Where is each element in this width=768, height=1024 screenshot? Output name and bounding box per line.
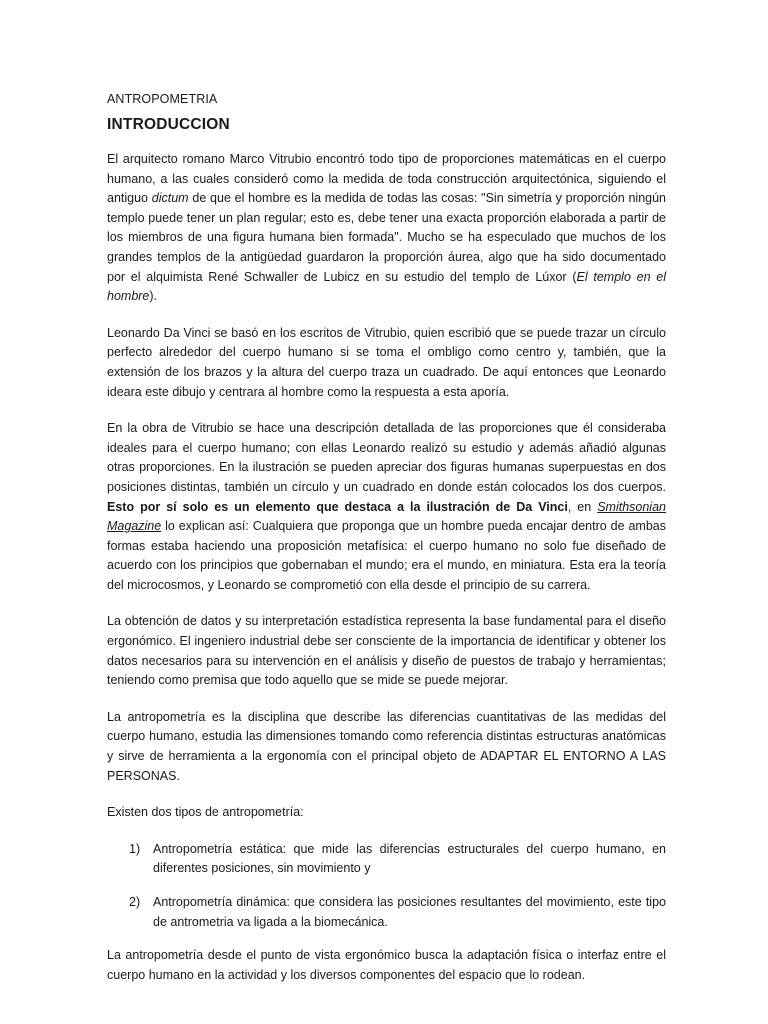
list-item-number: 1) <box>129 841 141 856</box>
paragraph-tipos-intro: Existen dos tipos de antropometría: <box>107 805 304 820</box>
paragraph-vitrubio <box>107 150 666 307</box>
paragraph-text: El arquitecto romano Marco Vitrubio encontró todo tipo de proporciones matemáticas en el cuerpo humano, a las cuales consideró como la medida de toda construcción arquitectónica, siguiendo el antiguo <box>107 152 666 206</box>
types-list <box>107 840 666 932</box>
paragraph-text: , en <box>567 499 598 514</box>
paragraph-text: lo explican así: Cualquiera que proponga que un hombre pueda encajar dentro de ambas formas estaba haciendo una proposición metafísica: el cuerpo humano no solo fue diseñado de acuerdo con los principios que gobernaban el mundo; era el mundo, en miniatura. Esta era la teoría del microcosmos, y Leonardo se comprometió con ella desde el principio de su carrera. <box>107 519 666 592</box>
paragraph-proporciones <box>107 419 666 595</box>
bold-text: Esto por sí solo es un elemento que destaca a la ilustración de Da Vinci <box>107 499 568 514</box>
paragraph-text: En la obra de Vitrubio se hace una descripción detallada de las proporciones que él consideraba ideales para el cuerpo humano; con ellas Leonardo realizó su estudio y además añadió algunas otras proporciones. En la ilustración se pueden apreciar dos figuras humanas superpuestas en dos posiciones distintas, también un círculo y un cuadrado en donde están colocados los dos cuerpos. <box>107 421 666 494</box>
list-item <box>107 840 666 879</box>
paragraph-datos: La obtención de datos y su interpretación estadística representa la base fundamental para el diseño ergonómico. El ingeniero industrial debe ser consciente de la importancia de identificar y obtener los datos necesarios para su intervención en el análisis y diseño de puestos de trabajo y herramientas; teniendo como premisa que todo aquello que se mide se puede mejorar. <box>107 614 666 688</box>
section-heading: INTRODUCCION <box>107 116 230 133</box>
paragraph-ergonomia: La antropometría desde el punto de vista ergonómico busca la adaptación física o interfaz entre el cuerpo humano en la actividad y los diversos componentes del espacio que lo rodean. <box>107 948 666 982</box>
list-item-number: 2) <box>129 895 141 909</box>
smithsonian-link[interactable]: Smithsonian Magazine <box>107 499 666 534</box>
list-item-text: Antropometría estática: que mide las diferencias estructurales del cuerpo humano, en diferentes posiciones, sin movimiento y <box>153 841 666 876</box>
list-item <box>107 893 666 932</box>
paragraph-da-vinci: Leonardo Da Vinci se basó en los escritos de Vitrubio, quien escribió que se puede trazar un círculo perfecto alrededor del cuerpo humano si se toma el ombligo como centro y, también, que la extensión de los brazos y la altura del cuerpo traza un cuadrado. De aquí entonces que Leonardo ideara este dibujo y centrara al hombre como la respuesta a esta aporía. <box>107 325 666 399</box>
italic-text: El templo en el hombre <box>107 269 667 304</box>
paragraph-text: ). <box>149 289 158 304</box>
list-item-text: Antropometría dinámica: que considera las posiciones resultantes del movimiento, este tipo de antrometria va ligada a la biomecánica. <box>153 895 666 929</box>
italic-text: dictum <box>151 191 189 206</box>
running-title: ANTROPOMETRIA <box>107 92 218 106</box>
paragraph-antropometria: La antropometría es la disciplina que describe las diferencias cuantitativas de las medidas del cuerpo humano, estudia las dimensiones tomando como referencia distintas estructuras anatómicas y sirve de herramienta a la ergonomía con el principal objeto de ADAPTAR EL ENTORNO A LAS PERSONAS. <box>107 709 666 783</box>
paragraph-text: de que el hombre es la medida de todas las cosas: "Sin simetría y proporción ningún templo puede tener un plan regular; esto es, debe tener una exacta proporción elaborada a partir de los miembros de una figura humana bien formada". Mucho se ha especulado que muchos de los grandes templos de la antigüedad guardaron la proporción áurea, algo que ha sido documentado por el alquimista René Schwaller de Lubicz en su estudio del templo de Lúxor ( <box>107 191 667 284</box>
